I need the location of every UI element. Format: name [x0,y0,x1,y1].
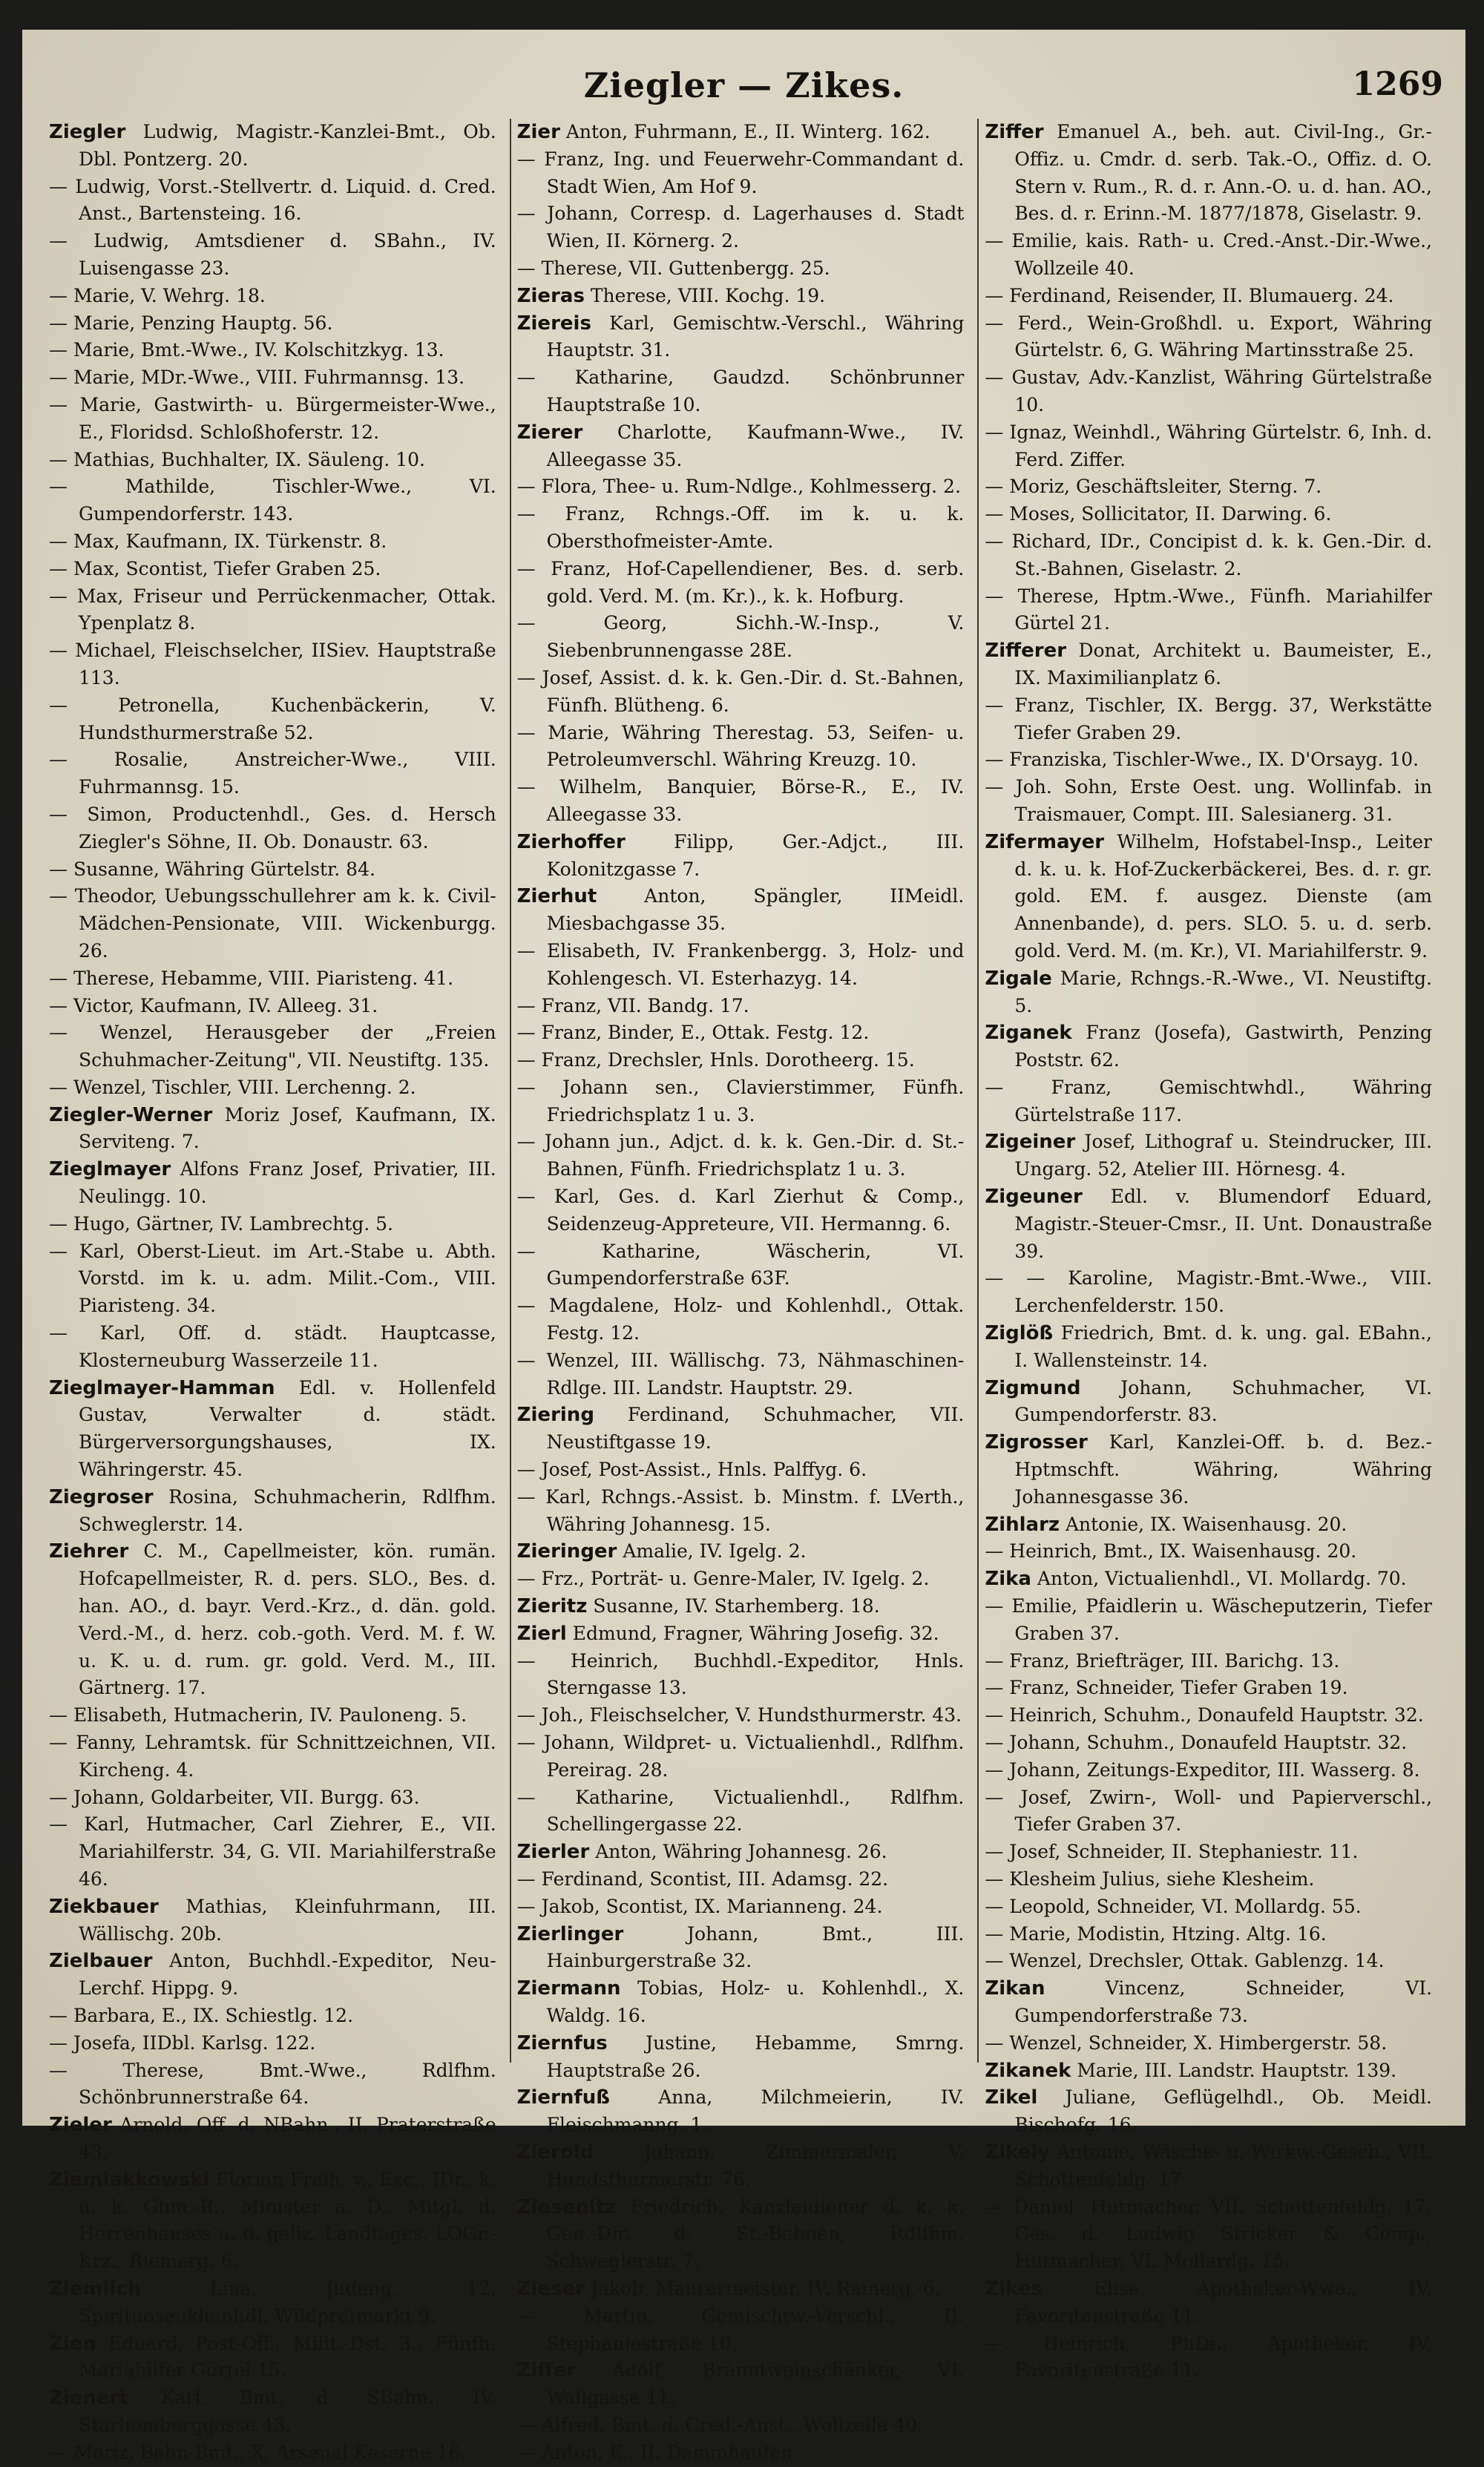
entry-surname: Ziering [516,1404,594,1427]
entry-surname: Zielbauer [49,1950,153,1973]
directory-entry: Zihlarz Antonie, IX. Waisenhausg. 20. [985,1513,1347,1536]
directory-entry: — Leopold, Schneider, VI. Mollardg. 55. [985,1895,1362,1917]
entry-surname: Zieras [516,284,585,307]
directory-entry: — Jakob, Scontist, IX. Marianneng. 24. [516,1895,883,1917]
directory-entry: Zikan Vincenz, Schneider, VI. Gumpendorferstraße 73. [985,1977,1433,2026]
directory-entry: — Ferd., Wein-Großhdl. u. Export, Währing Gürtelstr. 6, G. Währing Martinsstraße 25. [985,312,1433,361]
directory-entry: — Karl, Ges. d. Karl Zierhut & Comp., Seidenzeug-Appreteure, VII. Hermanng. 6. [516,1186,965,1235]
directory-entry: — Johann jun., Adjct. d. k. k. Gen.-Dir. d. St.-Bahnen, Fünfh. Friedrichsplatz 1 u. 3. [516,1131,965,1180]
directory-entry: — Ferdinand, Reisender, II. Blumauerg. 24. [985,284,1394,306]
directory-entry: — Moriz, Geschäftsleiter, Sterng. 7. [985,476,1322,498]
directory-entry: Zierlinger Johann, Bmt., III. Hainburgerstraße 32. [516,1922,965,1972]
directory-entry: Ziemiakkowski Florian Freih. v., Exc., IDr., k. u. k. Ghm.-R., Minister a. D., Mitgl. d. Herrenhauses u. d. galiz. Landtages, LOGr.-Krz., Riemerg. 6. [49,2168,496,2273]
entry-surname: Zikanek [985,2059,1071,2082]
entry-surname: Zihlarz [985,1513,1060,1536]
directory-entry: Zierer Charlotte, Kaufmann-Wwe., IV. Alleegasse 35. [516,421,965,470]
directory-entry: — Therese, Hebamme, VIII. Piaristeng. 41. [49,967,454,989]
directory-entry: — Marie, MDr.-Wwe., VIII. Fuhrmannsg. 13. [49,367,465,389]
directory-entry: — Johann, Corresp. d. Lagerhauses d. Stadt Wien, II. Körnerg. 2. [516,203,965,252]
entry-surname: Zierhoffer [516,830,626,853]
entry-surname: Ziehrer [49,1540,129,1563]
directory-entry: — Marie, Währing Therestag. 53, Seifen- u. Petroleumverschl. Währing Kreuzg. 10. [516,721,965,771]
directory-entry: — Victor, Kaufmann, IV. Alleeg. 31. [49,994,378,1016]
directory-entry: — Karl, Rchngs.-Assist. b. Minstm. f. LVerth., Währing Johannesg. 15. [516,1485,965,1535]
directory-entry: — Frz., Porträt- u. Genre-Maler, IV. Igelg. 2. [516,1568,930,1590]
directory-entry: — Hugo, Gärtner, IV. Lambrechtg. 5. [49,1212,393,1235]
directory-entry: Zigmund Johann, Schuhmacher, VI. Gumpendorferstr. 83. [985,1376,1433,1426]
directory-entry: Zieglmayer-Hamman Edl. v. Hollenfeld Gustav, Verwalter d. städt. Bürgerversorgungshauses, IX. Währingerstr. 45. [49,1376,496,1481]
column-middle [510,119,971,2463]
entry-surname: Ziemlich [49,2277,142,2300]
entry-surname: Zierold [516,2141,594,2164]
entry-surname: Ziffer [516,2359,576,2382]
directory-entry: — Heinrich, Bmt., IX. Waisenhausg. 20. [985,1540,1357,1563]
directory-entry: Ziering Ferdinand, Schuhmacher, VII. Neustiftgasse 19. [516,1404,965,1453]
directory-entry: — Petronella, Kuchenbäckerin, V. Hundsthurmerstraße 52. [49,694,496,743]
entry-surname: Zikan [985,1977,1045,2000]
directory-entry: Zigrosser Karl, Kanzlei-Off. b. d. Bez.-Hptmschft. Währing, Währing Johannesgasse 36. [985,1431,1433,1508]
directory-entry: — Karl, Oberst-Lieut. im Art.-Stabe u. Abth. Vorstd. im k. u. adm. Milit.-Com., VIII. Piaristeng. 34. [49,1240,496,1317]
directory-entry: — Flora, Thee- u. Rum-Ndlge., Kohlmesserg. 2. [516,476,961,498]
directory-entry: — Johann, Schuhm., Donaufeld Hauptstr. 32. [985,1732,1408,1754]
directory-entry: Zierler Anton, Währing Johannesg. 26. [516,1841,887,1864]
directory-entry: — Johann, Wildpret- u. Victualienhdl., Rdlfhm. Pereirag. 28. [516,1732,965,1781]
entry-surname: Zien [49,2332,96,2355]
directory-entry: — Franz, Drechsler, Hnls. Dorotheerg. 15. [516,1049,915,1071]
directory-entry: — Emilie, kais. Rath- u. Cred.-Anst.-Dir.-Wwe., Wollzeile 40. [985,230,1433,279]
directory-entry: — Franz, Rchngs.-Off. im k. u. k. Obersthofmeister-Amte. [516,503,965,552]
directory-entry: — Marie, Bmt.-Wwe., IV. Kolschitzkyg. 13. [49,339,444,361]
entry-surname: Ziernfuß [516,2086,610,2109]
directory-entry: — Wenzel, Tischler, VIII. Lerchenng. 2. [49,1076,416,1098]
directory-entry: — Marie, Penzing Hauptg. 56. [49,312,333,334]
entry-surname: Zieringer [516,1540,617,1563]
directory-entry: — Katharine, Victualienhdl., Rdlfhm. Schellingergasse 22. [516,1786,965,1836]
entry-surname: Zieser [516,2277,585,2300]
directory-entry: — Joh. Sohn, Erste Oest. ung. Wollinfab. in Traismauer, Compt. III. Salesianerg. 31. [985,776,1433,825]
directory-entry: — Ludwig, Amtsdiener d. SBahn., IV. Luisengasse 23. [49,230,496,279]
directory-entry: — Johann, Goldarbeiter, VII. Burgg. 63. [49,1786,420,1808]
directory-entry: Ziermann Tobias, Holz- u. Kohlenhdl., X. Waldg. 16. [516,1977,965,2026]
directory-entry: Zierold Johann, Zimmermaler, V. Hundsthurmerstr. 76. [516,2141,965,2190]
entry-surname: Zikes [985,2277,1043,2300]
entry-surname: Zierlinger [516,1922,624,1945]
directory-page [22,30,1465,2463]
directory-entry: — Karl, Off. d. städt. Hauptcasse, Klosterneuburg Wasserzeile 11. [49,1322,496,1371]
directory-entry: Zieras Therese, VIII. Kochg. 19. [516,284,826,307]
entry-surname: Ziesenitz [516,2195,617,2218]
directory-entry: Ziegler-Werner Moriz Josef, Kaufmann, IX. Serviteng. 7. [49,1103,496,1153]
directory-entry: — Susanne, Währing Gürtelstr. 84. [49,858,375,880]
directory-entry: — Max, Kaufmann, IX. Türkenstr. 8. [49,530,387,552]
entry-surname: Zigmund [985,1376,1081,1399]
directory-entry: — Mathias, Buchhalter, IX. Säuleng. 10. [49,448,425,470]
entry-surname: Zika [985,1568,1031,1591]
entry-surname: Zigale [985,967,1052,990]
directory-entry: — Karl, Hutmacher, Carl Ziehrer, E., VII. Mariahilferstr. 34, G. VII. Mariahilferstraße 46. [49,1813,496,1890]
directory-entry: Zifferer Donat, Architekt u. Baumeister, E., IX. Maximilianplatz 6. [985,640,1433,689]
entry-surname: Zikel [985,2086,1038,2109]
directory-entry: — Heinrich, Schuhm., Donaufeld Hauptstr. 32. [985,1704,1424,1727]
directory-entry: — Anton, E., II. Dammhaufen. [516,2441,799,2463]
directory-entry: — Franz, Tischler, IX. Bergg. 37, Werkstätte Tiefer Graben 29. [985,694,1433,743]
directory-entry: — Franz, Binder, E., Ottak. Festg. 12. [516,1022,870,1044]
directory-entry: Ziffer Adolf, Branntweinschänker, VI. Wallgasse 11. [516,2359,965,2409]
directory-entry: — Moriz, Bahn-Bmt., X. Arsenal Kaserne 16. [49,2441,467,2463]
directory-entry: — Max, Friseur und Perrückenmacher, Ottak. Ypenplatz 8. [49,585,496,634]
directory-entry: — Josef, Post-Assist., Hnls. Palffyg. 6. [516,1459,867,1481]
directory-entry: Zienert Karl, Bmt. d. SBahn., IV. Starhemberggasse 43. [49,2387,496,2436]
running-head: Ziegler — Zikes. [583,65,904,105]
directory-entry: — Daniel, Hutmacher, VII. Schottenfeldg. 17, Ges. d. Ludwig Stricker & Comp., Hutmacher, VI. Mollardg. 15. [985,2195,1433,2273]
directory-entry: Zielbauer Anton, Buchhdl.-Expeditor, Neu-Lerchf. Hippg. 9. [49,1950,496,2000]
directory-entry: — Joh., Fleischselcher, V. Hundsthurmerstr. 43. [516,1704,962,1727]
directory-entry: — Marie, Modistin, Htzing. Altg. 16. [985,1922,1327,1945]
directory-entry: — Wenzel, Herausgeber der „Freien Schuhmacher-Zeitung", VII. Neustiftg. 135. [49,1022,496,1071]
entry-surname: Zieler [49,2114,112,2137]
directory-entry: Zierhoffer Filipp, Ger.-Adjct., III. Kolonitzgasse 7. [516,830,965,880]
directory-entry: Zieritz Susanne, IV. Starhemberg. 18. [516,1595,880,1618]
directory-entry: — Franziska, Tischler-Wwe., IX. D'Orsayg. 10. [985,749,1419,771]
directory-entry: Zien Eduard, Post-Off., Milit.-Dst. 3., Fünfh. Mariahilfer Gürtel 15. [49,2332,496,2382]
directory-entry: — Josef, Assist. d. k. k. Gen.-Dir. d. St.-Bahnen, Fünfh. Blütheng. 6. [516,666,965,716]
directory-entry: — Rosalie, Anstreicher-Wwe., VIII. Fuhrmannsg. 15. [49,749,496,798]
directory-entry: — Therese, VII. Guttenbergg. 25. [516,257,830,279]
entry-surname: Ziermann [516,1977,621,2000]
directory-entry: Zikely Antonie, Wäsche- u. Wirkw.-Gesch., VII. Schottenfeldg. 17. [985,2141,1433,2190]
directory-entry: — Franz, Gemischtwhdl., Währing Gürtelstraße 117. [985,1076,1433,1126]
directory-entry: — Franz, Ing. und Feuerwehr-Commandant d. Stadt Wien, Am Hof 9. [516,148,965,197]
directory-entry: Zigeiner Josef, Lithograf u. Steindrucker, III. Ungarg. 52, Atelier III. Hörnesg. 4. [985,1131,1433,1180]
directory-entry: Ziffer Emanuel A., beh. aut. Civil-Ing., Gr.-Offiz. u. Cmdr. d. serb. Tak.-O., Offiz. d. O. Stern v. Rum., R. d. r. Ann.-O. u. d. han. AO., Bes. d. r. Erinn.-M. 1877/1878, Giselastr. 9. [985,121,1433,225]
directory-entry: — Max, Scontist, Tiefer Graben 25. [49,557,381,579]
directory-entry: — Josefa, IIDbl. Karlsg. 122. [49,2031,316,2054]
directory-entry: — Elisabeth, IV. Frankenbergg. 3, Holz- und Kohlengesch. VI. Esterhazyg. 14. [516,939,965,989]
directory-entry: — Johann, Zeitungs-Expeditor, III. Wasserg. 8. [985,1758,1420,1781]
entry-surname: Ziegler-Werner [49,1103,213,1126]
directory-entry: — Emilie, Pfaidlerin u. Wäscheputzerin, Tiefer Graben 37. [985,1595,1433,1644]
entry-surname: Ziegler [49,121,126,143]
entry-surname: Ziffer [985,121,1044,143]
entry-surname: Zierl [516,1622,567,1645]
directory-entry: — Simon, Productenhdl., Ges. d. Hersch Ziegler's Söhne, II. Ob. Donaustr. 63. [49,803,496,853]
directory-entry: — Barbara, E., IX. Schiestlg. 12. [49,2004,354,2026]
entry-columns [43,119,1438,2463]
page-number: 1269 [1352,65,1443,103]
directory-entry: Zikel Juliane, Geflügelhdl., Ob. Meidl. Bischofg. 16. [985,2086,1433,2136]
directory-entry: — Michael, Fleischselcher, IISiev. Hauptstraße 113. [49,640,496,689]
directory-entry: — Alfred, Bmt. d. Cred.-Anst., Wollzeile 40. [516,2414,924,2436]
directory-entry: — Ludwig, Vorst.-Stellvertr. d. Liquid. d. Cred. Anst., Bartensteing. 16. [49,175,496,225]
entry-surname: Zigeiner [985,1131,1076,1154]
entry-surname: Ziekbauer [49,1895,159,1918]
directory-entry: — Heinrich, Buchhdl.-Expeditor, Hnls. Sterngasse 13. [516,1649,965,1699]
directory-entry: — Johann sen., Clavierstimmer, Fünfh. Friedrichsplatz 1 u. 3. [516,1076,965,1126]
directory-entry: — Josef, Schneider, II. Stephaniestr. 11. [985,1841,1359,1863]
entry-surname: Zierhut [516,885,597,908]
entry-surname: Ziganek [985,1022,1072,1045]
directory-entry: — Theodor, Uebungsschullehrer am k. k. Civil-Mädchen-Pensionate, VIII. Wickenburgg. 26. [49,885,496,962]
entry-surname: Ziereis [516,312,591,335]
directory-entry: — Marie, Gastwirth- u. Bürgermeister-Wwe., E., Floridsd. Schloßhoferstr. 12. [49,393,496,443]
directory-entry: — Heinrich, PhDr., Apotheker, IV. Favoritenstraße 11. [985,2332,1433,2382]
directory-entry: — Martin, Gemischtw.-Verschl., II. Stephaniestraße 10. [516,2305,965,2354]
entry-surname: Ziegroser [49,1485,154,1508]
entry-surname: Ziemiakkowski [49,2168,210,2191]
directory-entry: — Therese, Hptm.-Wwe., Fünfh. Mariahilfer Gürtel 21. [985,585,1433,634]
directory-entry: Zifermayer Wilhelm, Hofstabel-Insp., Leiter d. k. u. k. Hof-Zuckerbäckerei, Bes. d. r. gr. gold. EM. f. ausgez. Dienste (am Annenbande), d. pers. SLO. 5. u. d. serb. gold. Verd. M. (m. Kr.), VI. Mariahilferstr. 9. [985,830,1433,962]
directory-entry: — Magdalene, Holz- und Kohlenhdl., Ottak. Festg. 12. [516,1295,965,1344]
directory-entry: Zieser Jakob, Maurermeister, IV. Rainerg. 6. [516,2277,941,2300]
entry-surname: Zierer [516,421,583,444]
entry-surname: Zifferer [985,640,1067,663]
directory-entry: — Katharine, Gaudzd. Schönbrunner Hauptstraße 10. [516,367,965,415]
directory-entry: Zikes Elise, Apotheker-Wwe., IV. Favoritenstraße 11. [985,2277,1433,2327]
directory-entry: Zieringer Amalie, IV. Igelg. 2. [516,1540,807,1563]
directory-entry: — Wenzel, III. Wällischg. 73, Nähmaschinen-Rdlge. III. Landstr. Hauptstr. 29. [516,1349,965,1399]
directory-entry: Zika Anton, Victualienhdl., VI. Mollardg. 70. [985,1568,1407,1591]
directory-entry: Ziganek Franz (Josefa), Gastwirth, Penzing Poststr. 62. [985,1022,1433,1071]
directory-entry: — Wilhelm, Banquier, Börse-R., E., IV. Alleegasse 33. [516,776,965,825]
entry-surname: Zienert [49,2387,128,2410]
directory-entry: — Josef, Zwirn-, Woll- und Papierverschl., Tiefer Graben 37. [985,1786,1433,1836]
directory-entry: Zier Anton, Fuhrmann, E., II. Winterg. 162. [516,121,930,143]
directory-entry: Ziekbauer Mathias, Kleinfuhrmann, III. Wällischg. 20b. [49,1895,496,1945]
column-right [977,119,1438,2382]
entry-surname: Ziernfus [516,2031,608,2054]
column-left [43,119,502,2463]
entry-surname: Zieglmayer-Hamman [49,1376,275,1399]
directory-entry: — — Karoline, Magistr.-Bmt.-Wwe., VIII. Lerchenfelderstr. 150. [985,1267,1433,1317]
directory-entry: Ziernfus Justine, Hebamme, Smrng. Hauptstraße 26. [516,2031,965,2081]
directory-entry: — Franz, Briefträger, III. Barichg. 13. [985,1649,1340,1672]
directory-entry: Ziegler Ludwig, Magistr.-Kanzlei-Bmt., Ob. Dbl. Pontzerg. 20. [49,121,496,170]
directory-entry: Zierl Edmund, Fragner, Währing Josefig. 32. [516,1622,939,1645]
directory-entry: — Georg, Sichh.-W.-Insp., V. Siebenbrunnengasse 28E. [516,612,965,662]
directory-entry: Ziernfuß Anna, Milchmeierin, IV. Fleischmanng. 1. [516,2086,965,2136]
directory-entry: Ziereis Karl, Gemischtw.-Verschl., Währing Hauptstr. 31. [516,312,965,361]
directory-entry: — Wenzel, Drechsler, Ottak. Gablenzg. 14. [985,1950,1385,1972]
entry-surname: Zigrosser [985,1431,1088,1454]
entry-surname: Zier [516,121,560,143]
entry-surname: Zikely [985,2141,1051,2164]
directory-entry: — Gustav, Adv.-Kanzlist, Währing Gürtelstraße 10. [985,367,1433,415]
directory-entry: Zieglmayer Alfons Franz Josef, Privatier, III. Neulingg. 10. [49,1158,496,1208]
directory-entry: — Franz, Hof-Capellendiener, Bes. d. serb. gold. Verd. M. (m. Kr.)., k. k. Hofburg. [516,557,965,607]
directory-entry: Zierhut Anton, Spängler, IIMeidl. Miesbachgasse 35. [516,885,965,935]
page-header [22,58,1465,125]
entry-surname: Zifermayer [985,830,1105,853]
entry-surname: Zieglmayer [49,1158,171,1181]
entry-surname: Ziglöß [985,1322,1054,1345]
directory-entry: — Elisabeth, Hutmacherin, IV. Pauloneng. 5. [49,1704,467,1727]
directory-entry: — Marie, V. Wehrg. 18. [49,284,266,306]
directory-entry: — Ignaz, Weinhdl., Währing Gürtelstr. 6, Inh. d. Ferd. Ziffer. [985,421,1433,470]
directory-entry: Ziegroser Rosina, Schuhmacherin, Rdlfhm. Schweglerstr. 14. [49,1485,496,1535]
directory-entry: Ziehrer C. M., Capellmeister, kön. rumän. Hofcapellmeister, R. d. pers. SLO., Bes. d. han. AO., d. bayr. Verd.-Krz., d. dän. gold. Verd.-M., d. herz. cob.-goth. Verd. M. f. W. u. K. u. d. rum. gr. gold. Verd. M., III. Gärtnerg. 17. [49,1540,496,1699]
directory-entry: — Moses, Sollicitator, II. Darwing. 6. [985,503,1332,525]
directory-entry: — Fanny, Lehramtsk. für Schnittzeichnen, VII. Kircheng. 4. [49,1732,496,1781]
entry-surname: Zigeuner [985,1186,1083,1209]
directory-entry: — Ferdinand, Scontist, III. Adamsg. 22. [516,1868,889,1890]
directory-entry: Zieler Arnold, Off. d. NBahn., II. Praterstraße 43. [49,2114,496,2163]
directory-entry: Ziesenitz Friedrich, Kanzleidiener d. k. k. Gen.-Dir. d. St.-Bahnen, Rdlfhm. Schweglerstr. 7. [516,2195,965,2273]
directory-entry: Zikanek Marie, III. Landstr. Hauptstr. 139. [985,2059,1397,2082]
entry-surname: Zieritz [516,1595,588,1618]
directory-entry: — Richard, IDr., Concipist d. k. k. Gen.-Dir. d. St.-Bahnen, Giselastr. 2. [985,530,1433,579]
directory-entry: Ziemlich Lina, Judeng. 12, Spirituosenkleinhdl. Wildpretmarkt 9. [49,2277,496,2327]
directory-entry: Zigale Marie, Rchngs.-R.-Wwe., VI. Neustiftg. 5. [985,967,1433,1016]
directory-entry: — Katharine, Wäscherin, VI. Gumpendorferstraße 63F. [516,1240,965,1290]
directory-entry: — Franz, Schneider, Tiefer Graben 19. [985,1677,1348,1699]
entry-surname: Zierler [516,1841,590,1864]
directory-entry: Ziglöß Friedrich, Bmt. d. k. ung. gal. EBahn., I. Wallensteinstr. 14. [985,1322,1433,1371]
directory-entry: — Wenzel, Schneider, X. Himbergerstr. 58. [985,2031,1388,2054]
directory-entry: — Franz, VII. Bandg. 17. [516,994,749,1016]
directory-entry: — Therese, Bmt.-Wwe., Rdlfhm. Schönbrunnerstraße 64. [49,2059,496,2109]
directory-entry: Zigeuner Edl. v. Blumendorf Eduard, Magistr.-Steuer-Cmsr., II. Unt. Donaustraße 39. [985,1186,1433,1262]
directory-entry: — Klesheim Julius, siehe Klesheim. [985,1868,1315,1890]
directory-entry: — Mathilde, Tischler-Wwe., VI. Gumpendorferstr. 143. [49,476,496,525]
